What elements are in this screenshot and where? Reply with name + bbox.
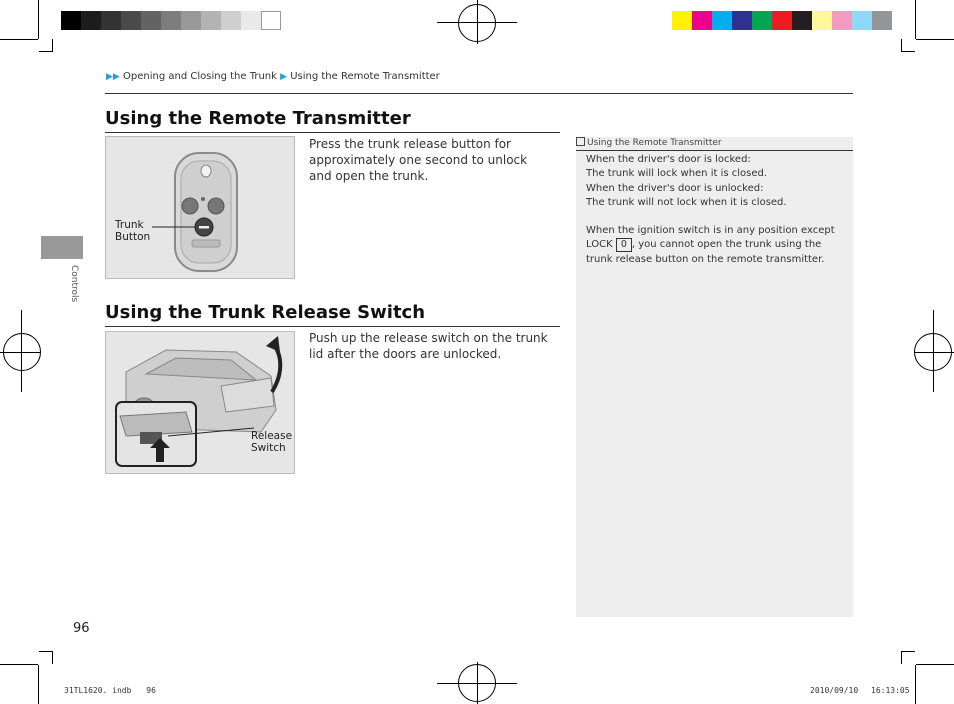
color-swatch bbox=[61, 11, 81, 30]
color-swatch bbox=[141, 11, 161, 30]
color-swatch bbox=[692, 11, 712, 30]
color-swatch bbox=[81, 11, 101, 30]
section-rule bbox=[105, 326, 560, 327]
footer-date: 2010/09/10 bbox=[810, 686, 859, 695]
sidebar-line: The trunk will lock when it is closed. bbox=[586, 168, 768, 180]
callout-line: Switch bbox=[251, 442, 286, 454]
key-fob-icon bbox=[106, 137, 294, 278]
footer-filename: 31TL1620. indb bbox=[64, 686, 132, 695]
breadcrumb-item-remote-transmitter[interactable]: Using the Remote Transmitter bbox=[290, 71, 440, 82]
color-swatch bbox=[121, 11, 141, 30]
color-swatch bbox=[201, 11, 221, 30]
color-swatch bbox=[852, 11, 872, 30]
release-switch-callout bbox=[251, 430, 292, 454]
color-swatch bbox=[101, 11, 121, 30]
footer-file bbox=[64, 686, 156, 695]
sidebar-door-lock-notes bbox=[586, 153, 848, 210]
sidebar-title-rule bbox=[576, 150, 853, 151]
trunk-button-callout bbox=[115, 219, 150, 243]
sidebar-line: The trunk will not lock when it is closed. bbox=[586, 196, 787, 208]
footer-timestamp bbox=[810, 686, 910, 695]
color-swatch bbox=[772, 11, 792, 30]
color-swatch bbox=[872, 11, 892, 30]
breadcrumb-arrow-icon: ▶▶ bbox=[106, 72, 120, 82]
color-swatch bbox=[732, 11, 752, 30]
footer-time: 16:13:05 bbox=[871, 686, 910, 695]
section-tab-label: Controls bbox=[69, 265, 79, 303]
page-number: 96 bbox=[73, 621, 90, 636]
sidebar-title-text: Using the Remote Transmitter bbox=[587, 138, 722, 148]
lock-position-indicator: 0 bbox=[616, 238, 632, 252]
color-swatch bbox=[161, 11, 181, 30]
remote-transmitter-instructions: Press the trunk release button for approximately one second to unlock and open the trunk. bbox=[309, 137, 528, 183]
color-swatch bbox=[261, 11, 281, 30]
reference-icon bbox=[576, 137, 585, 146]
breadcrumb-item-opening-closing-trunk[interactable]: Opening and Closing the Trunk bbox=[123, 71, 277, 82]
sidebar-ignition-text: When the ignition switch is in any position except LOCK bbox=[586, 225, 835, 251]
color-swatch bbox=[181, 11, 201, 30]
breadcrumb bbox=[106, 71, 440, 82]
trunk-release-switch-instructions: Push up the release switch on the trunk lid after the doors are unlocked. bbox=[309, 331, 548, 361]
sidebar-ignition-text-end: , you cannot open the trunk using the trunk release button on the remote transmitter. bbox=[586, 239, 825, 265]
sidebar-line: When the driver's door is locked: bbox=[586, 154, 751, 165]
color-swatch bbox=[812, 11, 832, 30]
color-swatch bbox=[752, 11, 772, 30]
color-swatch bbox=[672, 11, 692, 30]
sidebar-title bbox=[576, 137, 722, 148]
sidebar-line: When the driver's door is unlocked: bbox=[586, 182, 764, 194]
color-swatch bbox=[712, 11, 732, 30]
header-rule bbox=[105, 93, 853, 94]
callout-line: Button bbox=[115, 231, 151, 243]
section-rule bbox=[105, 132, 560, 133]
section-title-remote-transmitter: Using the Remote Transmitter bbox=[105, 108, 411, 129]
breadcrumb-separator-icon: ▶ bbox=[280, 72, 288, 82]
remote-transmitter-illustration bbox=[105, 136, 295, 279]
sidebar-ignition-note bbox=[586, 224, 848, 267]
footer-page: 96 bbox=[146, 686, 156, 695]
color-swatch bbox=[832, 11, 852, 30]
callout-line: Trunk bbox=[115, 219, 144, 231]
section-title-trunk-release-switch: Using the Trunk Release Switch bbox=[105, 302, 426, 323]
color-swatch bbox=[241, 11, 261, 30]
color-swatch bbox=[792, 11, 812, 30]
callout-line: Release bbox=[251, 430, 293, 442]
color-swatch bbox=[221, 11, 241, 30]
section-tab-marker bbox=[41, 236, 83, 259]
